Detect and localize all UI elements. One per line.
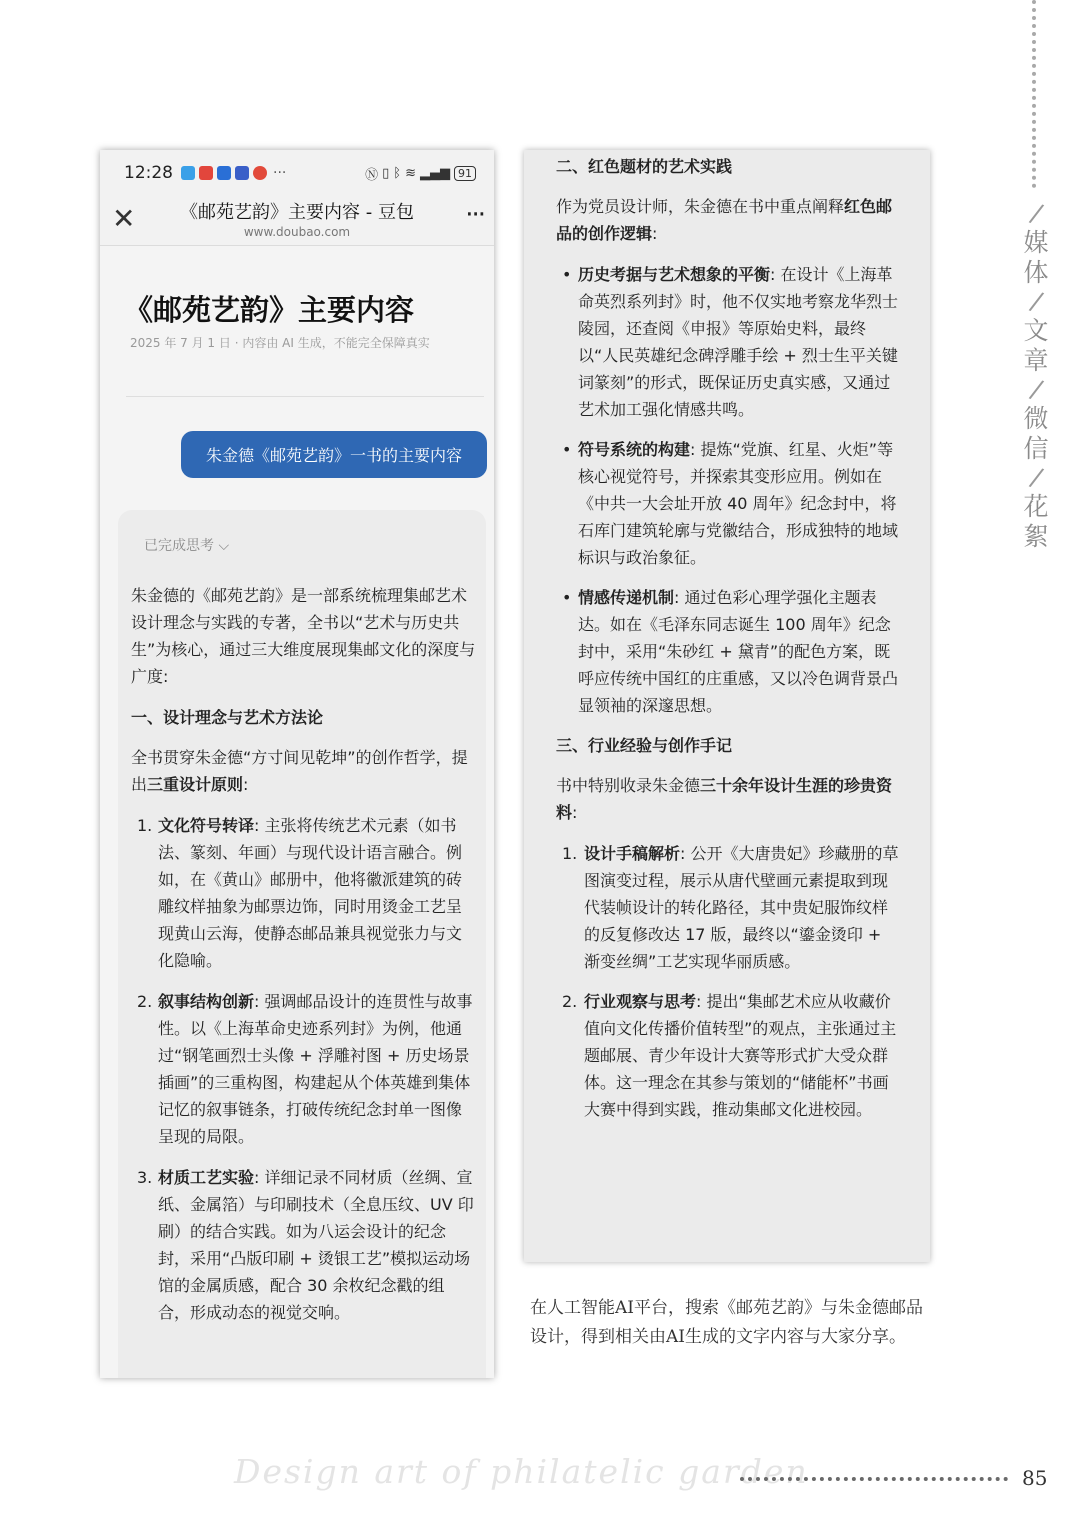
list-item: 3. 材质工艺实验: 详细记录不同材质（丝绸、宣纸、金属箔）与印刷技术（全息压纹、UV 印刷）的结合实践。如为八运会设计的纪念封，采用“凸版印刷 + 烫银工艺”模拟运动场馆的金属质感，配合 30 余枚纪念戳的组合，形成动态的视觉交响。 bbox=[137, 1168, 474, 1322]
numbered-list bbox=[556, 840, 902, 1123]
status-time: 12:28 bbox=[124, 163, 173, 183]
numbered-list bbox=[131, 812, 476, 1326]
side-char: 体 bbox=[1023, 258, 1049, 287]
side-char: 絮 bbox=[1023, 522, 1049, 551]
footer-dotted-rule bbox=[740, 1477, 1008, 1481]
vibrate-icon: ▯ bbox=[382, 165, 390, 181]
bluetooth-icon: ᛒ bbox=[393, 165, 402, 181]
status-bar bbox=[100, 150, 494, 196]
side-char: 微 bbox=[1023, 404, 1049, 433]
side-char: 信 bbox=[1023, 434, 1049, 463]
system-icons bbox=[361, 164, 476, 183]
slash-separator: / bbox=[1026, 286, 1046, 318]
list-item: • 符号系统的构建: 提炼“党旗、红星、火炬”等核心视觉符号，并探索其变形应用。例如在《中共一大会址开放 40 周年》纪念封中，将石库门建筑轮廓与党徽结合，形成独特的地域标识与政治象征。 bbox=[562, 440, 899, 567]
section-lead: 作为党员设计师，朱金德在书中重点阐释红色邮品的创作逻辑: bbox=[556, 197, 893, 243]
more-options-icon[interactable]: ··· bbox=[465, 200, 484, 230]
side-char: 章 bbox=[1023, 346, 1049, 375]
list-item: • 历史考据与艺术想象的平衡: 在设计《上海革命英烈系列封》时，他不仅实地考察龙华烈士陵园，还查阅《申报》等原始史料，最终以“人民英雄纪念碑浮雕手绘 + 烈士生平关键词篆刻”的形式，既保证历史真实感，又通过艺术加工强化情感共鸣。 bbox=[562, 265, 899, 419]
list-item: 2. 行业观察与思考: 提出“集邮艺术应从收藏价值向文化传播价值转型”的观点，主张通过主题邮展、青少年设计大赛等形式扩大受众群体。这一理念在其参与策划的“储能杯”书画大赛中得到实践，推动集邮文化进校园。 bbox=[562, 992, 897, 1119]
section-heading: 二、红色题材的艺术实践 bbox=[556, 157, 733, 176]
slash-separator: / bbox=[1026, 198, 1046, 230]
page-number: 85 bbox=[1022, 1466, 1048, 1490]
continued-answer-text bbox=[556, 153, 902, 1136]
slash-separator: / bbox=[1026, 462, 1046, 494]
list-item: 1. 设计手稿解析: 公开《大唐贵妃》珍藏册的草图演变过程，展示从唐代壁画元素提取到现代装帧设计的转化路径，其中贵妃服饰纹样的反复修改达 17 版，最终以“鎏金烫印 + 渐变丝绸”工艺实现华丽质感。 bbox=[562, 844, 899, 971]
app-notification-icon bbox=[181, 166, 195, 180]
page-url: www.doubao.com bbox=[243, 225, 351, 239]
close-icon[interactable]: ✕ bbox=[112, 202, 136, 235]
section-heading: 一、设计理念与艺术方法论 bbox=[131, 708, 324, 727]
vertical-dotted-rule bbox=[1032, 0, 1036, 188]
app-notification-icon bbox=[253, 166, 267, 180]
phone-screenshot bbox=[100, 150, 494, 1378]
app-notification-icon bbox=[235, 166, 249, 180]
image-caption: 在人工智能AI平台，搜索《邮苑艺韵》与朱金德邮品设计，得到相关由AI生成的文字内容与大家分享。 bbox=[530, 1298, 923, 1347]
answer-intro: 朱金德的《邮苑艺韵》是一部系统梳理集邮艺术设计理念与实践的专著，全书以“艺术与历史共生”为核心，通过三大维度展现集邮文化的深度与广度: bbox=[131, 586, 476, 686]
section-lead: 书中特别收录朱金德三十余年设计生涯的珍贵资料: bbox=[556, 776, 893, 822]
wifi-icon: ≋ bbox=[405, 165, 416, 181]
bullet-list bbox=[556, 261, 902, 719]
divider bbox=[126, 396, 484, 397]
browser-top-bar bbox=[100, 196, 494, 246]
app-notification-icon bbox=[217, 166, 231, 180]
list-item: • 情感传递机制: 通过色彩心理学强化主题表达。如在《毛泽东同志诞生 100 周年》纪念封中，采用“朱砂红 + 黛青”的配色方案，既呼应传统中国红的庄重感，又以冷色调背景凸显领袖的深邃思想。 bbox=[562, 588, 899, 715]
side-char: 花 bbox=[1023, 492, 1049, 521]
side-char: 媒 bbox=[1023, 228, 1049, 257]
section-side-label bbox=[1018, 200, 1054, 552]
side-char: 文 bbox=[1023, 316, 1049, 345]
page-meta: 2025 年 7 月 1 日 · 内容由 AI 生成，不能完全保障真实 bbox=[130, 336, 430, 350]
thinking-status-toggle[interactable]: 已完成思考 ⌵ bbox=[144, 538, 230, 554]
section-lead: 全书贯穿朱金德“方寸间见乾坤”的创作哲学，提出三重设计原则: bbox=[131, 748, 468, 794]
tab-title: 《邮苑艺韵》主要内容 - 豆包 bbox=[180, 202, 414, 223]
more-notifications-icon: ··· bbox=[273, 165, 287, 181]
user-query-bubble: 朱金德《邮苑艺韵》一书的主要内容 bbox=[181, 431, 487, 478]
ai-answer-text bbox=[131, 582, 476, 1340]
section-heading: 三、行业经验与创作手记 bbox=[556, 736, 733, 755]
app-notification-icon bbox=[199, 166, 213, 180]
signal-icon: ▂▄▆ bbox=[420, 165, 450, 181]
continued-answer-card bbox=[524, 150, 930, 1262]
nfc-icon: Ⓝ bbox=[365, 167, 379, 183]
list-item: 2. 叙事结构创新: 强调邮品设计的连贯性与故事性。以《上海革命史迹系列封》为例，他通过“钢笔画烈士头像 + 浮雕衬图 + 历史场景插画”的三重构图，构建起从个体英雄到集体记忆的叙事链条，打破传统纪念封单一图像呈现的局限。 bbox=[137, 992, 473, 1146]
battery-icon: 91 bbox=[454, 166, 476, 181]
footer-watermark: Design art of philatelic garden bbox=[234, 1452, 809, 1491]
page-title: 《邮苑艺韵》主要内容 bbox=[124, 293, 415, 327]
list-item: 1. 文化符号转译: 主张将传统艺术元素（如书法、篆刻、年画）与现代设计语言融合。例如，在《黄山》邮册中，他将徽派建筑的砖雕纹样抽象为邮票边饰，同时用烫金工艺呈现黄山云海，使静态邮品兼具视觉张力与文化隐喻。 bbox=[137, 816, 463, 970]
slash-separator: / bbox=[1026, 374, 1046, 406]
